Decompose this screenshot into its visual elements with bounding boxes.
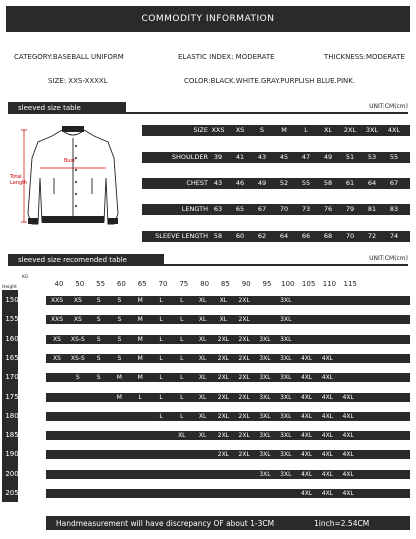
size-cell: 3XL [280, 335, 292, 343]
size-cell: 2XL [238, 297, 250, 304]
size-cell: XL [198, 393, 207, 401]
size-cell: S [117, 335, 122, 343]
size-cell: M [137, 316, 143, 324]
size-cell: 4XL [321, 374, 334, 382]
height-cell: 170 [5, 373, 19, 382]
size-cell: L [159, 393, 163, 401]
size-cell: 3XL [280, 412, 292, 420]
size-cell: XS [73, 316, 82, 324]
size-cell: S [75, 374, 80, 382]
weight-header-cell: 55 [96, 280, 106, 288]
size-cell: 3XL [259, 335, 271, 343]
elastic-index-text: ELASTIC INDEX: MODERATE [178, 53, 275, 61]
total-length-label: Total Length [10, 174, 28, 186]
size-cell: 4XL [300, 470, 313, 478]
thickness-text: THICKNESS:MODERATE [324, 53, 405, 61]
kg-height-corner [2, 275, 29, 290]
size-cell: 4XL [342, 412, 354, 420]
section-tab: sleeved size recomended table [8, 254, 164, 266]
size-cell: L [180, 354, 184, 362]
unit-label: UNIT:CM(cm) [366, 102, 408, 112]
cell-value: 83 [389, 205, 399, 213]
sleeved-row-sleeve-length [142, 231, 410, 242]
size-cell: 3XL [280, 297, 292, 304]
size-cell: S [96, 354, 101, 362]
size-cell: 2XL [238, 335, 250, 343]
rec-row-175 [5, 387, 410, 407]
size-cell: 4XL [321, 393, 334, 401]
size-cell: 4XL [321, 412, 334, 420]
size-cell: XS-S [70, 335, 85, 343]
color-list-text: COLOR:BLACK.WHITE.GRAY.PURPLISH BLUE.PINK. [184, 77, 356, 85]
rec-row-205 [5, 483, 410, 503]
height-cell: 165 [5, 353, 19, 362]
size-cell: 4XL [321, 354, 334, 362]
discrepancy-note: Handmeasurement will have discrepancy OF about 1-3CM [56, 518, 275, 528]
row-label: SHOULDER [171, 153, 208, 161]
size-cell: 3XL [259, 374, 271, 382]
category-text: CATEGORY:BASEBALL UNIFORM [14, 53, 124, 61]
height-cell: 180 [5, 411, 19, 420]
cell-value: 76 [323, 205, 333, 213]
cell-value: S [259, 126, 265, 134]
size-cell: S [117, 354, 122, 362]
size-cell: M [137, 354, 143, 362]
size-cell: XL [219, 316, 228, 324]
cell-value: 55 [301, 179, 311, 187]
size-cell: L [159, 412, 163, 420]
cell-value: 74 [389, 232, 399, 240]
rec-row-170 [5, 367, 410, 387]
size-cell: S [117, 297, 122, 304]
weight-header-cell: 40 [54, 280, 64, 288]
jacket-outline-icon [10, 118, 136, 236]
size-cell: 2XL [238, 393, 250, 401]
size-cell: 3XL [259, 432, 271, 440]
size-cell: 4XL [321, 490, 334, 497]
weight-header-cell: 60 [116, 280, 126, 288]
size-cell: 2XL [217, 354, 230, 362]
weight-header-row [44, 279, 410, 290]
height-cell: 160 [5, 334, 19, 343]
size-cell: M [116, 374, 122, 382]
weight-header-cell: 95 [262, 280, 272, 288]
weight-header-cell: 50 [75, 280, 85, 288]
cell-value: 70 [345, 232, 355, 240]
size-cell: XXS [50, 297, 64, 304]
size-cell: 2XL [217, 335, 230, 343]
size-cell: 3XL [259, 393, 271, 401]
size-cell: 3XL [259, 470, 271, 478]
height-cell: 185 [5, 431, 19, 440]
size-cell: XS [73, 297, 82, 304]
size-cell: 4XL [321, 470, 334, 478]
sleeved-size-table-header [8, 102, 408, 114]
cell-value: 2XL [343, 126, 357, 134]
cell-value: 49 [323, 153, 333, 161]
size-cell: S [96, 335, 101, 343]
cell-value: L [304, 126, 308, 134]
size-cell: XL [219, 297, 228, 304]
cell-value: 43 [257, 153, 267, 161]
size-cell: 4XL [342, 470, 354, 478]
footer-note-bar [46, 516, 410, 530]
weight-header-cell: 115 [343, 280, 357, 288]
height-cell: 150 [5, 296, 19, 304]
cell-value: 39 [213, 153, 223, 161]
cell-value: 61 [345, 179, 355, 187]
unit-label: UNIT:CM(cm) [366, 254, 408, 264]
sleeved-row-length [142, 204, 410, 215]
size-cell: 4XL [342, 432, 354, 440]
sleeved-row-chest [142, 178, 410, 189]
rec-row-190 [5, 444, 410, 464]
size-cell: 3XL [280, 354, 292, 362]
commodity-info-banner [6, 6, 410, 32]
size-cell: 2XL [238, 412, 250, 420]
size-cell: L [138, 393, 142, 401]
size-cell: 3XL [259, 451, 271, 459]
rec-row-155 [5, 309, 410, 329]
size-cell: 2XL [238, 354, 250, 362]
row-label: CHEST [186, 179, 208, 187]
cell-value: 63 [213, 205, 223, 213]
row-label: SIZE [193, 126, 208, 134]
size-cell: 4XL [321, 432, 334, 440]
size-cell: 4XL [300, 354, 313, 362]
size-cell: 4XL [300, 374, 313, 382]
cell-value: 41 [235, 153, 245, 161]
cell-value: 65 [235, 205, 245, 213]
cell-value: 58 [323, 179, 333, 187]
height-cell: 175 [5, 392, 19, 401]
size-cell: 2XL [217, 393, 230, 401]
cell-value: XXS [211, 126, 225, 134]
height-cell: 200 [5, 469, 19, 478]
size-cell: L [180, 374, 184, 382]
jacket-diagram [10, 118, 136, 236]
weight-header-cell: 105 [301, 280, 316, 288]
size-cell: 2XL [238, 432, 250, 440]
size-cell: 4XL [342, 393, 354, 401]
cell-value: 53 [367, 153, 377, 161]
size-cell: M [137, 374, 143, 382]
size-cell: XL [198, 432, 207, 440]
size-cell: 3XL [280, 451, 292, 459]
size-cell: 4XL [321, 451, 334, 459]
cell-value: 64 [279, 232, 289, 240]
size-cell: L [180, 297, 184, 304]
size-cell: L [180, 393, 184, 401]
weight-header-cell: 110 [322, 280, 337, 288]
size-cell: XL [198, 354, 207, 362]
size-cell: 2XL [217, 374, 230, 382]
weight-header-cell: 80 [200, 280, 210, 288]
height-cell: 190 [5, 450, 19, 459]
section-tab: sleeved size table [8, 102, 126, 114]
size-cell: 3XL [280, 393, 292, 401]
cell-value: 81 [367, 205, 377, 213]
banner-title: COMMODITY INFORMATION [141, 14, 275, 24]
size-cell: 4XL [300, 393, 313, 401]
cell-value: 49 [257, 179, 267, 187]
size-cell: 2XL [238, 374, 250, 382]
weight-header-cell: 90 [241, 280, 251, 288]
size-cell: XS [53, 354, 61, 362]
size-cell: L [159, 297, 163, 304]
cell-value: 72 [367, 232, 377, 240]
kg-label: KG [22, 275, 29, 280]
cell-value: XS [235, 126, 245, 134]
size-cell: S [117, 316, 122, 324]
cell-value: 47 [301, 153, 311, 161]
size-cell: M [137, 297, 143, 304]
size-cell: S [96, 316, 101, 324]
weight-header-cell: 100 [281, 280, 295, 288]
size-cell: M [116, 393, 122, 401]
height-cell: 205 [5, 489, 19, 497]
cell-value: 70 [279, 205, 289, 213]
size-cell: XL [198, 374, 207, 382]
size-cell: 2XL [238, 316, 250, 324]
size-cell: S [96, 297, 101, 304]
cell-value: 55 [389, 153, 399, 161]
rec-row-160 [5, 329, 410, 349]
size-cell: XL [178, 432, 186, 440]
size-range-text: SIZE: XXS-XXXXL [48, 77, 108, 85]
rec-row-165 [5, 348, 410, 368]
cell-value: 67 [389, 179, 399, 187]
size-cell: 2XL [217, 432, 230, 440]
size-cell: XL [198, 316, 207, 324]
size-cell: 3XL [259, 412, 271, 420]
size-cell: 2XL [217, 451, 230, 459]
size-cell: 2XL [217, 412, 230, 420]
cell-value: 67 [257, 205, 267, 213]
cell-value: 64 [367, 179, 377, 187]
cell-value: 3XL [365, 126, 379, 134]
size-cell: 3XL [280, 470, 292, 478]
cell-value: M [281, 126, 287, 134]
size-cell: 4XL [342, 490, 354, 497]
size-cell: 3XL [280, 316, 292, 324]
size-cell: XL [198, 412, 207, 420]
cell-value: 4XL [387, 126, 401, 134]
row-label: SLEEVE LENGTH [155, 232, 208, 240]
weight-header-cell: 85 [220, 280, 230, 288]
size-cell: 4XL [342, 451, 354, 459]
weight-header-cell: 70 [158, 280, 168, 288]
rec-row-150 [5, 290, 410, 310]
size-cell: L [180, 316, 184, 324]
size-cell: L [180, 412, 184, 420]
rec-row-200 [5, 464, 410, 484]
cell-value: 66 [301, 232, 311, 240]
size-cell: S [96, 374, 101, 382]
cell-value: 43 [213, 179, 223, 187]
cell-value: 73 [301, 205, 311, 213]
size-cell: L [159, 316, 163, 324]
rec-row-180 [5, 406, 410, 426]
size-cell: 2XL [238, 451, 250, 459]
rec-row-185 [5, 425, 410, 445]
size-cell: XS-S [70, 354, 85, 362]
size-cell: 4XL [300, 451, 313, 459]
sleeved-row-shoulder [142, 152, 410, 163]
size-cell: L [180, 335, 184, 343]
height-cell: 155 [5, 315, 19, 324]
size-cell: L [159, 354, 163, 362]
size-cell: 4XL [300, 432, 313, 440]
size-cell: 3XL [280, 374, 292, 382]
size-cell: 3XL [280, 432, 292, 440]
cell-value: 68 [323, 232, 333, 240]
weight-header-cell: 65 [137, 280, 147, 288]
size-cell: 4XL [300, 412, 313, 420]
cell-value: 46 [235, 179, 245, 187]
cell-value: 45 [279, 153, 289, 161]
cell-value: XL [323, 126, 333, 134]
size-cell: XL [198, 335, 207, 343]
inch-conversion: 1inch=2.54CM [314, 518, 370, 528]
size-cell: 3XL [259, 354, 271, 362]
size-cell: XL [198, 297, 207, 304]
sleeved-row-size [142, 125, 410, 136]
cell-value: 62 [257, 232, 267, 240]
recommended-table-header [8, 254, 408, 266]
size-cell: 4XL [300, 490, 313, 497]
height-label: Height [2, 285, 17, 290]
cell-value: 52 [279, 179, 289, 187]
size-cell: L [159, 335, 163, 343]
size-cell: M [137, 335, 143, 343]
row-label: LENGTH [181, 205, 208, 213]
size-cell: XXS [50, 316, 64, 324]
size-cell: L [159, 374, 163, 382]
cell-value: 60 [235, 232, 245, 240]
cell-value: 51 [345, 153, 355, 161]
cell-value: 79 [345, 205, 355, 213]
bust-label: Bust [64, 158, 76, 164]
weight-header-cell: 75 [179, 280, 189, 288]
size-cell: XS [53, 335, 61, 343]
cell-value: 58 [213, 232, 223, 240]
